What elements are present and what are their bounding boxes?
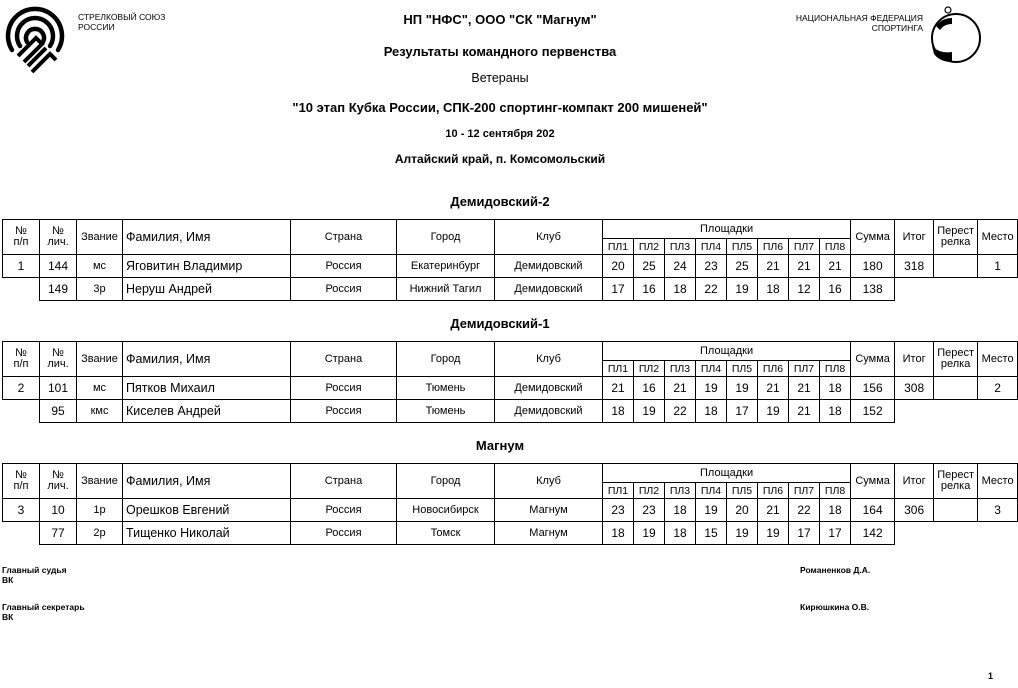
right-org-line2: СПОРТИНГА (871, 23, 923, 33)
area-score: 18 (820, 499, 851, 522)
col-lic-line1: № (52, 225, 64, 237)
rank: кмс (77, 400, 123, 423)
area-score: 21 (758, 499, 789, 522)
city: Екатеринбург (397, 255, 495, 278)
col-city: Город (397, 342, 495, 377)
empty-cell (895, 400, 934, 423)
area-score: 23 (603, 499, 634, 522)
col-area-6: ПЛ6 (758, 239, 789, 255)
chief-secretary-title: Главный секретарь (2, 602, 85, 612)
col-area-4: ПЛ4 (696, 239, 727, 255)
city: Новосибирск (397, 499, 495, 522)
col-area-8: ПЛ8 (820, 239, 851, 255)
col-rank: Звание (77, 220, 123, 255)
col-area-7: ПЛ7 (789, 483, 820, 499)
area-score: 16 (634, 278, 665, 301)
col-area-8: ПЛ8 (820, 483, 851, 499)
col-lic-line2: лич. (47, 358, 69, 370)
empty-cell (978, 522, 1018, 545)
empty-cell (3, 278, 40, 301)
col-area-5: ПЛ5 (727, 483, 758, 499)
col-areas: Площадки (603, 342, 851, 361)
col-area-1: ПЛ1 (603, 361, 634, 377)
col-areas: Площадки (603, 220, 851, 239)
shootoff (934, 255, 978, 278)
col-name: Фамилия, Имя (123, 464, 291, 499)
area-score: 17 (789, 522, 820, 545)
city: Томск (397, 522, 495, 545)
empty-cell (3, 522, 40, 545)
area-score: 20 (727, 499, 758, 522)
area-score: 22 (696, 278, 727, 301)
rank: мс (77, 377, 123, 400)
col-areas: Площадки (603, 464, 851, 483)
team-place: 1 (978, 255, 1018, 278)
area-score: 16 (634, 377, 665, 400)
score-sum: 180 (851, 255, 895, 278)
col-lic-line2: лич. (47, 236, 69, 248)
rank: 2р (77, 522, 123, 545)
col-sum: Сумма (851, 464, 895, 499)
area-score: 17 (820, 522, 851, 545)
team-number: 2 (3, 377, 40, 400)
area-score: 18 (696, 400, 727, 423)
license-number: 77 (40, 522, 77, 545)
score-sum: 164 (851, 499, 895, 522)
col-sum: Сумма (851, 220, 895, 255)
club: Демидовский (495, 255, 603, 278)
club: Магнум (495, 499, 603, 522)
left-org-line1: СТРЕЛКОВЫЙ СОЮЗ (78, 12, 166, 22)
area-score: 19 (727, 377, 758, 400)
col-num-line2: п/п (13, 358, 29, 370)
col-num-line1: № (15, 347, 27, 359)
score-sum: 156 (851, 377, 895, 400)
team-place: 3 (978, 499, 1018, 522)
city: Нижний Тагил (397, 278, 495, 301)
empty-cell (3, 400, 40, 423)
col-shootoff (934, 220, 978, 255)
right-org-line1: НАЦИОНАЛЬНАЯ ФЕДЕРАЦИЯ (795, 13, 923, 23)
competition-name: "10 этап Кубка России, СПК-200 спортинг-компакт 200 мишеней" (292, 100, 708, 115)
city: Тюмень (397, 377, 495, 400)
col-country: Страна (291, 464, 397, 499)
country: Россия (291, 255, 397, 278)
team-number: 1 (3, 255, 40, 278)
team-total: 306 (895, 499, 934, 522)
col-sum: Сумма (851, 342, 895, 377)
area-score: 18 (665, 499, 696, 522)
license-number: 95 (40, 400, 77, 423)
left-org-line2: РОССИИ (78, 22, 115, 32)
license-number: 101 (40, 377, 77, 400)
shooter-name: Киселев Андрей (123, 400, 291, 423)
col-area-4: ПЛ4 (696, 361, 727, 377)
area-score: 19 (696, 499, 727, 522)
team-number: 3 (3, 499, 40, 522)
competition-dates: 10 - 12 сентября 202 (445, 128, 555, 140)
col-name: Фамилия, Имя (123, 342, 291, 377)
team-title: Демидовский-1 (450, 316, 550, 331)
area-score: 19 (727, 278, 758, 301)
team-results-table (2, 463, 1018, 545)
country: Россия (291, 377, 397, 400)
area-score: 19 (758, 400, 789, 423)
empty-cell (895, 522, 934, 545)
shootoff (934, 499, 978, 522)
col-lic-line1: № (52, 347, 64, 359)
col-num-line2: п/п (13, 480, 29, 492)
chief-judge-block (2, 565, 67, 585)
col-club: Клуб (495, 342, 603, 377)
col-city: Город (397, 464, 495, 499)
col-lic (40, 220, 77, 255)
col-area-6: ПЛ6 (758, 483, 789, 499)
col-shootoff (934, 464, 978, 499)
col-num-line2: п/п (13, 236, 29, 248)
col-area-6: ПЛ6 (758, 361, 789, 377)
col-place: Место (978, 220, 1018, 255)
area-score: 16 (820, 278, 851, 301)
score-sum: 138 (851, 278, 895, 301)
col-area-2: ПЛ2 (634, 361, 665, 377)
area-score: 18 (665, 278, 696, 301)
competition-place: Алтайский край, п. Комсомольский (394, 152, 606, 166)
col-shootoff-line2: релка (940, 358, 971, 370)
area-score: 21 (758, 377, 789, 400)
empty-cell (934, 400, 978, 423)
team-results-table (2, 341, 1018, 423)
country: Россия (291, 499, 397, 522)
chief-secretary-name: Кирюшкина О.В. (800, 602, 870, 612)
team-title: Демидовский-2 (450, 194, 550, 209)
col-area-4: ПЛ4 (696, 483, 727, 499)
empty-cell (895, 278, 934, 301)
license-number: 149 (40, 278, 77, 301)
col-area-3: ПЛ3 (665, 361, 696, 377)
area-score: 20 (603, 255, 634, 278)
country: Россия (291, 400, 397, 423)
col-area-2: ПЛ2 (634, 239, 665, 255)
license-number: 10 (40, 499, 77, 522)
col-num (3, 220, 40, 255)
rank: мс (77, 255, 123, 278)
empty-cell (934, 278, 978, 301)
area-score: 21 (789, 377, 820, 400)
shooter-name: Неруш Андрей (123, 278, 291, 301)
col-area-5: ПЛ5 (727, 361, 758, 377)
area-score: 22 (665, 400, 696, 423)
chief-judge-category: ВК (2, 575, 14, 585)
team-total: 308 (895, 377, 934, 400)
col-club: Клуб (495, 464, 603, 499)
col-area-1: ПЛ1 (603, 483, 634, 499)
col-lic-line2: лич. (47, 480, 69, 492)
shooter-name: Орешков Евгений (123, 499, 291, 522)
col-shootoff-line1: Перест (937, 469, 975, 481)
area-score: 18 (665, 522, 696, 545)
empty-cell (934, 522, 978, 545)
shooter-name: Яговитин Владимир (123, 255, 291, 278)
table-row (3, 255, 1018, 278)
area-score: 18 (820, 400, 851, 423)
col-total: Итог (895, 342, 934, 377)
area-score: 19 (758, 522, 789, 545)
col-rank: Звание (77, 342, 123, 377)
chief-secretary-category: ВК (2, 612, 14, 622)
area-score: 21 (665, 377, 696, 400)
area-score: 18 (603, 522, 634, 545)
area-score: 22 (789, 499, 820, 522)
table-row (3, 278, 1018, 301)
rank: 3р (77, 278, 123, 301)
col-name: Фамилия, Имя (123, 220, 291, 255)
table-row (3, 400, 1018, 423)
team-total: 318 (895, 255, 934, 278)
area-score: 19 (696, 377, 727, 400)
col-num-line1: № (15, 469, 27, 481)
license-number: 144 (40, 255, 77, 278)
col-area-3: ПЛ3 (665, 483, 696, 499)
chief-secretary-block (2, 602, 85, 622)
col-lic-line1: № (52, 469, 64, 481)
col-lic (40, 342, 77, 377)
col-num (3, 342, 40, 377)
organizers: НП "НФС", ООО "СК "Магнум" (403, 12, 597, 27)
area-score: 15 (696, 522, 727, 545)
shooter-name: Пятков Михаил (123, 377, 291, 400)
area-score: 12 (789, 278, 820, 301)
city: Тюмень (397, 400, 495, 423)
col-area-5: ПЛ5 (727, 239, 758, 255)
table-row (3, 522, 1018, 545)
score-sum: 142 (851, 522, 895, 545)
col-shootoff-line2: релка (940, 236, 971, 248)
col-total: Итог (895, 220, 934, 255)
club: Демидовский (495, 400, 603, 423)
shooter-name: Тищенко Николай (123, 522, 291, 545)
col-rank: Звание (77, 464, 123, 499)
table-header-row (3, 220, 1018, 239)
col-area-8: ПЛ8 (820, 361, 851, 377)
chief-judge-title: Главный судья (2, 565, 67, 575)
area-score: 19 (634, 522, 665, 545)
col-shootoff-line1: Перест (937, 225, 975, 237)
category: Ветераны (471, 71, 529, 85)
area-score: 24 (665, 255, 696, 278)
area-score: 21 (789, 400, 820, 423)
team-title: Магнум (475, 438, 525, 453)
empty-cell (978, 400, 1018, 423)
page-number: 1 (988, 671, 994, 681)
table-row (3, 377, 1018, 400)
col-area-3: ПЛ3 (665, 239, 696, 255)
area-score: 17 (603, 278, 634, 301)
col-club: Клуб (495, 220, 603, 255)
col-city: Город (397, 220, 495, 255)
col-area-7: ПЛ7 (789, 239, 820, 255)
club: Демидовский (495, 377, 603, 400)
col-num-line1: № (15, 225, 27, 237)
team-place: 2 (978, 377, 1018, 400)
area-score: 21 (789, 255, 820, 278)
area-score: 21 (603, 377, 634, 400)
table-header-row (3, 342, 1018, 361)
col-country: Страна (291, 220, 397, 255)
col-area-1: ПЛ1 (603, 239, 634, 255)
chief-judge-name: Романенков Д.А. (800, 565, 871, 575)
area-score: 21 (758, 255, 789, 278)
area-score: 21 (820, 255, 851, 278)
club: Магнум (495, 522, 603, 545)
col-total: Итог (895, 464, 934, 499)
area-score: 19 (634, 400, 665, 423)
country: Россия (291, 278, 397, 301)
table-row (3, 499, 1018, 522)
area-score: 19 (727, 522, 758, 545)
col-shootoff-line2: релка (940, 480, 971, 492)
col-area-7: ПЛ7 (789, 361, 820, 377)
area-score: 18 (820, 377, 851, 400)
col-area-2: ПЛ2 (634, 483, 665, 499)
table-header-row (3, 464, 1018, 483)
area-score: 23 (634, 499, 665, 522)
area-score: 18 (758, 278, 789, 301)
empty-cell (978, 278, 1018, 301)
area-score: 23 (696, 255, 727, 278)
col-num (3, 464, 40, 499)
rank: 1р (77, 499, 123, 522)
area-score: 25 (727, 255, 758, 278)
team-results-table (2, 219, 1018, 301)
area-score: 17 (727, 400, 758, 423)
area-score: 25 (634, 255, 665, 278)
col-country: Страна (291, 342, 397, 377)
page-title: Результаты командного первенства (383, 44, 617, 59)
col-shootoff (934, 342, 978, 377)
shootoff (934, 377, 978, 400)
col-place: Место (978, 342, 1018, 377)
col-shootoff-line1: Перест (937, 347, 975, 359)
score-sum: 152 (851, 400, 895, 423)
col-lic (40, 464, 77, 499)
col-place: Место (978, 464, 1018, 499)
club: Демидовский (495, 278, 603, 301)
area-score: 18 (603, 400, 634, 423)
country: Россия (291, 522, 397, 545)
